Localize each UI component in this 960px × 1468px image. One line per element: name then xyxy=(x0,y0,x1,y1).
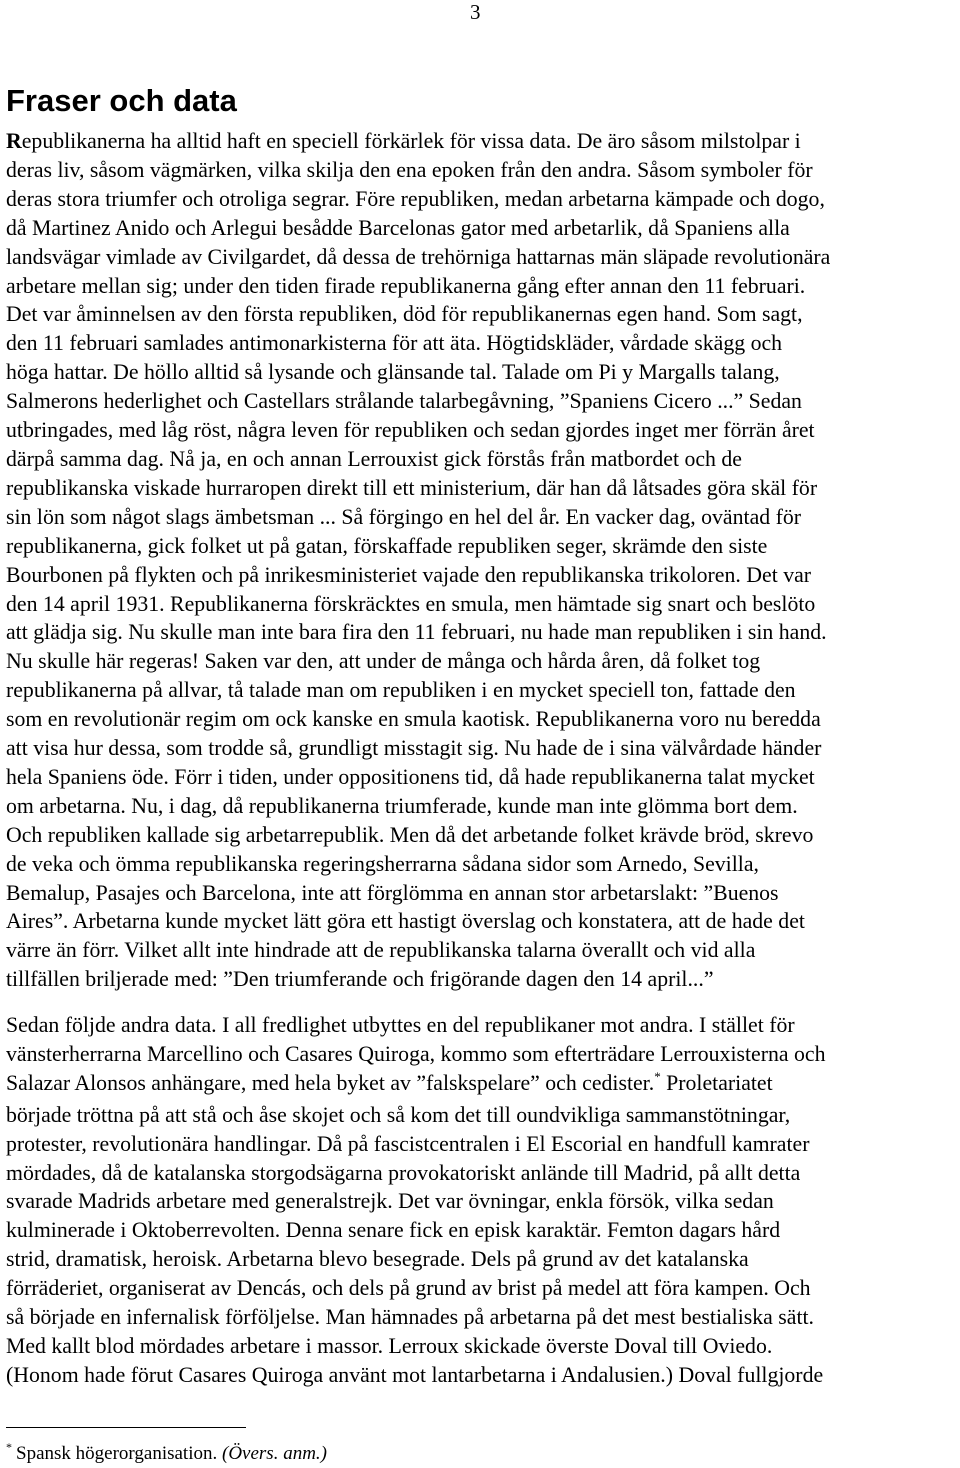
paragraph-2-line: protester, revolutionära handlingar. Då på fascistcentralen i El Escorial en handfull kamrater xyxy=(6,1131,810,1156)
paragraph-1-line: Bourbonen på flykten och på inrikesministeriet vajade den republikanska trikoloren. Det var xyxy=(6,562,812,587)
paragraph-2-line: strid, dramatisk, heroisk. Arbetarna blevo besegrade. Dels på grund av det katalanska xyxy=(6,1247,749,1272)
paragraph-1-line: sin lön som något slags ämbetsman ... Så förgingo en hel del år. En vacker dag, oväntad för xyxy=(6,504,802,529)
paragraph-1-line: värre än förr. Vilket allt inte hindrade att de republikanska talarna överallt och vid alla xyxy=(6,938,756,963)
paragraph-2-line: (Honom hade förut Casares Quiroga använt mot lantarbetarna i Andalusien.) Doval fullgjorde xyxy=(6,1362,824,1387)
paragraph-1-line: republikanerna på allvar, tå talade man om republiken i en mycket speciell ton, fattade den xyxy=(6,678,796,703)
paragraph-2-line xyxy=(6,1069,956,1101)
paragraph-1-line: den 14 april 1931. Republikanerna förskräcktes en smula, men hämtade sig snart och beslöto xyxy=(6,591,816,616)
paragraph-2-line: mördades, då de katalanska storgodsägarna provokatoriskt anlände till Madrid, på allt detta xyxy=(6,1160,801,1185)
paragraph-1-line: höga hattar. De höllo alltid så lysande och glänsande tal. Talade om Pi y Margalls talang, xyxy=(6,360,780,385)
footnote-reference: * xyxy=(654,1068,661,1084)
paragraph-1-line: Salmerons hederlighet och Castellars strålande talarbegåvning, ”Spaniens Cicero ...” Sedan xyxy=(6,389,802,414)
line-text: Salazar Alonsos anhängare, med hela byket av ”falskspelare” och cedister. xyxy=(6,1070,655,1095)
paragraph-2-line: så började en infernalisk förföljelse. Man hämnades på arbetarna på det mest bestialiska sätt. xyxy=(6,1305,815,1330)
paragraph-1-line: därpå samma dag. Nå ja, en och annan Lerrouxist gick förstås från matbordet och de xyxy=(6,446,742,471)
paragraph-2-line: vänsterherrarna Marcellino och Casares Quiroga, kommo som efterträdare Lerrouxisterna och xyxy=(6,1041,826,1066)
paragraph-1-line: deras stora triumfer och otroliga segrar. Före republiken, medan arbetarna kämpade och dogo, xyxy=(6,186,825,211)
paragraph-1-line: Det var åminnelsen av den första republiken, död för republikanernas egen hand. Som sagt, xyxy=(6,302,803,327)
paragraph-1-line: som en revolutionär regim om ock kanske en smula kaotisk. Republikanerna voro nu beredda xyxy=(6,707,821,732)
paragraph-1-line: hela Spaniens öde. Förr i tiden, under oppositionens tid, då hade republikanerna talat mycket xyxy=(6,764,815,789)
paragraph-1-line: att visa hur dessa, som trodde så, grundligt misstagit sig. Nu hade de i sina välvårdade händer xyxy=(6,736,822,761)
paragraph-1 xyxy=(6,127,956,994)
paragraph-1-line: utbringades, med låg röst, några leven för republiken och sedan gjordes inget mer förrän året xyxy=(6,418,815,443)
paragraph-2-line: Sedan följde andra data. I all fredlighet utbyttes en del republikaner mot andra. I stället för xyxy=(6,1013,795,1037)
paragraph-1-line: Och republiken kallade sig arbetarrepublik. Men då det arbetande folket krävde bröd, skrevo xyxy=(6,822,814,847)
paragraph-1-line: deras liv, såsom vägmärken, vilka skilja den ena epoken från den andra. Såsom symboler för xyxy=(6,157,813,182)
paragraph-1-line: Nu skulle här regeras! Saken var den, att under de många och hårda åren, då folket tog xyxy=(6,649,761,674)
footnote-translator-note: (Övers. anm.) xyxy=(222,1443,328,1464)
paragraph-1-line: landsvägar vimlade av Civilgardet, då dessa de trehörniga hattarnas män släpade revolutionära xyxy=(6,244,831,269)
paragraph-1-line: att glädja sig. Nu skulle man inte bara fira den 11 februari, nu hade man republiken i sin hand. xyxy=(6,620,827,645)
paragraph-2-line: Med kallt blod mördades arbetare i massor. Lerroux skickade överste Doval till Oviedo. xyxy=(6,1333,773,1358)
paragraph-1-line: tillfällen briljerade med: ”Den triumferande och frigörande dagen den 14 april...” xyxy=(6,967,714,992)
line-text: epublikanerna ha alltid haft en speciell förkärlek för vissa data. De äro såsom milstolpar i xyxy=(21,129,801,153)
paragraph-2-line: förräderiet, organiserat av Dencás, och dels på grund av brist på medel att föra kampen. Och xyxy=(6,1276,811,1301)
paragraph-1-line: om arbetarna. Nu, i dag, då republikanerna triumferade, kunde man inte glömma bort dem. xyxy=(6,793,798,818)
paragraph-1-line: republikanska viskade hurraropen direkt till ett ministerium, där han då låtsades göra skäl för xyxy=(6,475,818,500)
paragraph-1-line: Aires”. Arbetarna kunde mycket lätt göra ett hastigt överslag och konstatera, att de hade det xyxy=(6,909,805,934)
footnote-separator xyxy=(6,1427,246,1428)
paragraph-1-line: då Martinez Anido och Arlegui besådde Barcelonas gator med arbetarlik, då Spaniens alla xyxy=(6,215,790,240)
page-number: 3 xyxy=(470,0,481,24)
footnote-mark: * xyxy=(6,1440,12,1454)
paragraph-1-line: den 11 februari samlades antimonarkisterna för att äta. Högtidskläder, vårdade skägg och xyxy=(6,331,783,356)
section-heading: Fraser och data xyxy=(6,83,237,118)
paragraph-2-line: kulminerade i Oktoberrevolten. Denna senare fick en episk karaktär. Femton dagars hård xyxy=(6,1218,781,1243)
paragraph-1-line: Bemalup, Pasajes och Barcelona, inte att förglömma en annan stor arbetarslakt: ”Buenos xyxy=(6,880,779,905)
paragraph-1-line: republikanerna, gick folket ut på gatan, förskaffade republiken seger, skrämde den siste xyxy=(6,533,768,558)
paragraph-2-line: svarade Madrids arbetare med generalstrejk. Det var övningar, enkla försök, vilka sedan xyxy=(6,1189,774,1214)
paragraph-1-line: arbetare mellan sig; under den tiden firade republikanerna gång efter annan den 11 februari. xyxy=(6,273,806,298)
line-text: Proletariatet xyxy=(660,1070,773,1095)
paragraph-1-line xyxy=(6,127,956,156)
paragraph-2-line: började tröttna på att stå och åse skojet och så kom det till oundvikliga sammanstötningar, xyxy=(6,1102,791,1127)
drop-initial: R xyxy=(6,129,22,153)
footnote xyxy=(6,1442,327,1467)
paragraph-2 xyxy=(6,1011,956,1390)
footnote-text: Spansk högerorganisation. xyxy=(16,1443,218,1464)
paragraph-1-line: de veka och ömma republikanska regeringsherrarna sådana sidor som Arnedo, Sevilla, xyxy=(6,851,759,876)
